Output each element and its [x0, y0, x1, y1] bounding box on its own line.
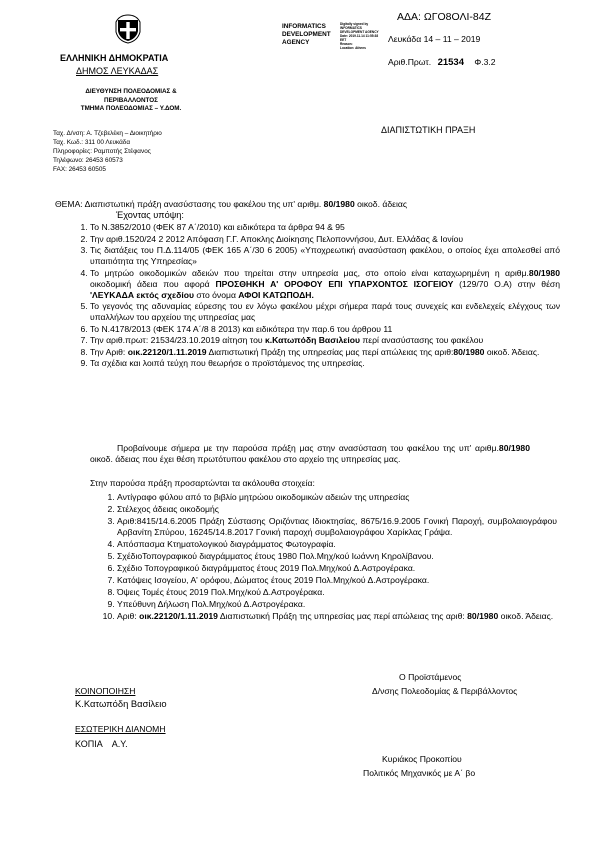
greek-coat-of-arms-icon: [114, 14, 142, 44]
contact-details: Ταχ. Δ/νση: Α. Τζεβελέκη – Διοικητήριο Ταχ. Κωδ.: 311 00 Λευκάδα Πληροφορίες: Ραμποτής Στέφανος Τηλέφωνο: 26453 60573 FAX: 26453 60505: [53, 130, 162, 173]
attachments-intro: Στην παρούσα πράξη προσαρτώνται τα ακόλουθα στοιχεία:: [90, 478, 315, 488]
internal-distribution-label: ΕΣΩΤΕΡΙΚΗ ΔΙΑΝΟΜΗ: [75, 724, 166, 734]
signatory-department: Δ/νσης Πολεοδομίας & Περιβάλλοντος: [372, 686, 518, 696]
country-name: ΕΛΛΗΝΙΚΗ ΔΗΜΟΚΡΑΤΙΑ: [60, 53, 169, 63]
list-item: 8. Όψεις Τομές έτους 2019 Πολ.Μηχ/κού Δ.Αστρογέρακα.: [117, 587, 557, 598]
document-date: Λευκάδα 14 – 11 – 2019: [388, 34, 481, 44]
list-item: 5. ΣχέδιοΤοπογραφικού διαγράμματος έτους 1980 Πολ.Μηχ/κού Ιωάννη Κηρολίβανου.: [117, 551, 557, 562]
attachments-list: [89, 492, 557, 623]
list-item: 1. Αντίγραφο φύλου από το βιβλίο μητρώου οικοδομικών αδειών της υπηρεσίας: [117, 492, 557, 503]
list-item: 9. Υπεύθυνη Δήλωση Πολ.Μηχ/κού Δ.Αστρογέρακα.: [117, 599, 557, 610]
decision-paragraph: Προβαίνουμε σήμερα με την παρούσα πράξη μας στην ανασύσταση του φακέλου της υπ' αριθμ.80/1980 οικοδ. άδειας που έχει θέση πρωτότυπου φακέλου στο αρχείο της υπηρεσίας μας.: [90, 443, 530, 464]
list-item: 10. Αριθ: οικ.22120/1.11.2019 Διαπιστωτική Πράξη της υπηρεσίας μας περί απώλειας της αριθ: 80/1980 οικοδ. Άδειας.: [117, 611, 557, 622]
list-item: 2. Στέλεχος άδειας οικοδομής: [117, 504, 557, 515]
signatory-title: Ο Προϊστάμενος: [399, 672, 462, 682]
list-item: 3. Τις διατάξεις του Π.Δ.114/05 (ΦΕΚ 165 Α΄/30 6 2005) «Υποχρεωτική ανασύσταση φακέλου, ο οποίος έχει απολεσθεί από υπαιτιότητα της Υπηρεσίας»: [90, 245, 560, 267]
list-item: 3. Αριθ:8415/14.6.2005 Πράξη Σύστασης Οριζόντιας Ιδιοκτησίας, 8675/16.9.2005 Γονική Παροχή, συμβολαιογράφου Αρβανίτη Σπύρου, 16245/14.8.2017 Γονική παροχή συμβολαιογράφου Χαρίκλας Γράψα.: [117, 516, 557, 538]
ada-code: ΑΔΑ: ΩΓΟ8ΟΛΙ-84Ζ: [397, 11, 491, 23]
list-item: 6. Το Ν.4178/2013 (ΦΕΚ 174 Α΄/8 8 2013) και ειδικότερα την παρ.6 του άρθρου 11: [90, 324, 560, 335]
notification-label: ΚΟΙΝΟΠΟΙΗΣΗ: [75, 686, 136, 696]
internal-distribution-value: ΚΟΠΙΑ Α.Υ.: [75, 739, 128, 749]
document-title: ΔΙΑΠΙΣΤΩΤΙΚΗ ΠΡΑΞΗ: [381, 125, 476, 135]
considerations-list: [56, 222, 560, 370]
digital-signature-details: Digitally signed by INFORMATICS DEVELOPMENT AGENCY Date: 2019.11.14 11:55:38 EET Reason: Location: Athens: [340, 22, 379, 50]
subject-line: ΘΕΜΑ: Διαπιστωτική πράξη ανασύστασης του φακέλου της υπ' αριθμ. 80/1980 οικοδ. άδειας: [55, 199, 407, 209]
list-item: 2. Την αριθ.1520/24 2 2012 Απόφαση Γ.Γ. Αποκλης Διοίκησης Πελοποννήσου, Δυτ. Ελλάδας & Ιονίου: [90, 234, 560, 245]
protocol-number: Αριθ.Πρωτ. 21534 Φ.3.2: [388, 57, 496, 68]
list-item: 9. Τα σχέδια και λοιπά τεύχη που θεωρήσε ο προϊστάμενος της υπηρεσίας.: [90, 358, 560, 369]
signatory-role: Πολιτικός Μηχανικός με Α΄ βο: [363, 768, 476, 778]
notification-recipient: Κ.Κατωπόδη Βασίλειο: [75, 698, 167, 709]
list-item: 5. Το γεγονός της αδυναμίας εύρεσης του εν λόγω φακέλου μέχρι σήμερα παρά τους συνεχείς και ενδελεχείς ελέγχους των υπαλλήλων του αρχείου της υπηρεσίας μας: [90, 301, 560, 323]
having-regard-heading: Έχοντας υπόψη:: [116, 210, 184, 220]
list-item: 1. Το Ν.3852/2010 (ΦΕΚ 87 Α΄/2010) και ειδικότερα τα άρθρα 94 & 95: [90, 222, 560, 233]
digital-signature-agency: INFORMATICS DEVELOPMENT AGENCY: [282, 23, 331, 46]
list-item: 7. Κατόψεις Ισογείου, Α' ορόφου, Δώματος έτους 2019 Πολ.Μηχ/κού Δ.Αστρογέρακα.: [117, 575, 557, 586]
signatory-name: Κυριάκος Προκοπίου: [382, 754, 462, 764]
list-item: 4. Το μητρώο οικοδομικών αδειών που τηρείται στην υπηρεσία μας, στο οποίο είναι καταχωρημένη η αριθμ.80/1980 οικοδομική άδεια που αφορά ΠΡΟΣΘΗΚΗ Α' ΟΡΟΦΟΥ ΕΠΙ ΥΠΑΡΧΟΝΤΟΣ ΙΣΟΓΕΙΟΥ (129/70 Ο.Α) στην θέση 'ΛΕΥΚΑΔΑ εκτός σχεδίου στο όνομα ΑΦΟΙ ΚΑΤΩΠΟΔΗ.: [90, 268, 560, 301]
list-item: 6. Σχέδιο Τοπογραφικού διαγράμματος έτους 2019 Πολ.Μηχ/κού Δ.Αστρογέρακα.: [117, 563, 557, 574]
directorate-name: ΔΙΕΥΘΥΝΣΗ ΠΟΛΕΟΔΟΜΙΑΣ & ΠΕΡΙΒΑΛΛΟΝΤΟΣ ΤΜΗΜΑ ΠΟΛΕΟΔΟΜΙΑΣ – Υ.ΔΟΜ.: [80, 88, 182, 112]
municipality-name: ΔΗΜΟΣ ΛΕΥΚΑΔΑΣ: [76, 66, 159, 76]
list-item: 4. Απόσπασμα Κτηματολογικού διαγράμματος Φωτογραφία.: [117, 539, 557, 550]
list-item: 8. Την Αριθ: οικ.22120/1.11.2019 Διαπιστωτική Πράξη της υπηρεσίας μας περί απώλειας της αριθ:80/1980 οικοδ. Άδειας.: [90, 347, 560, 358]
list-item: 7. Την αριθ.πρωτ: 21534/23.10.2019 αίτηση του κ.Κατωπόδη Βασιλείου περί ανασύστασης του φακέλου: [90, 335, 560, 346]
